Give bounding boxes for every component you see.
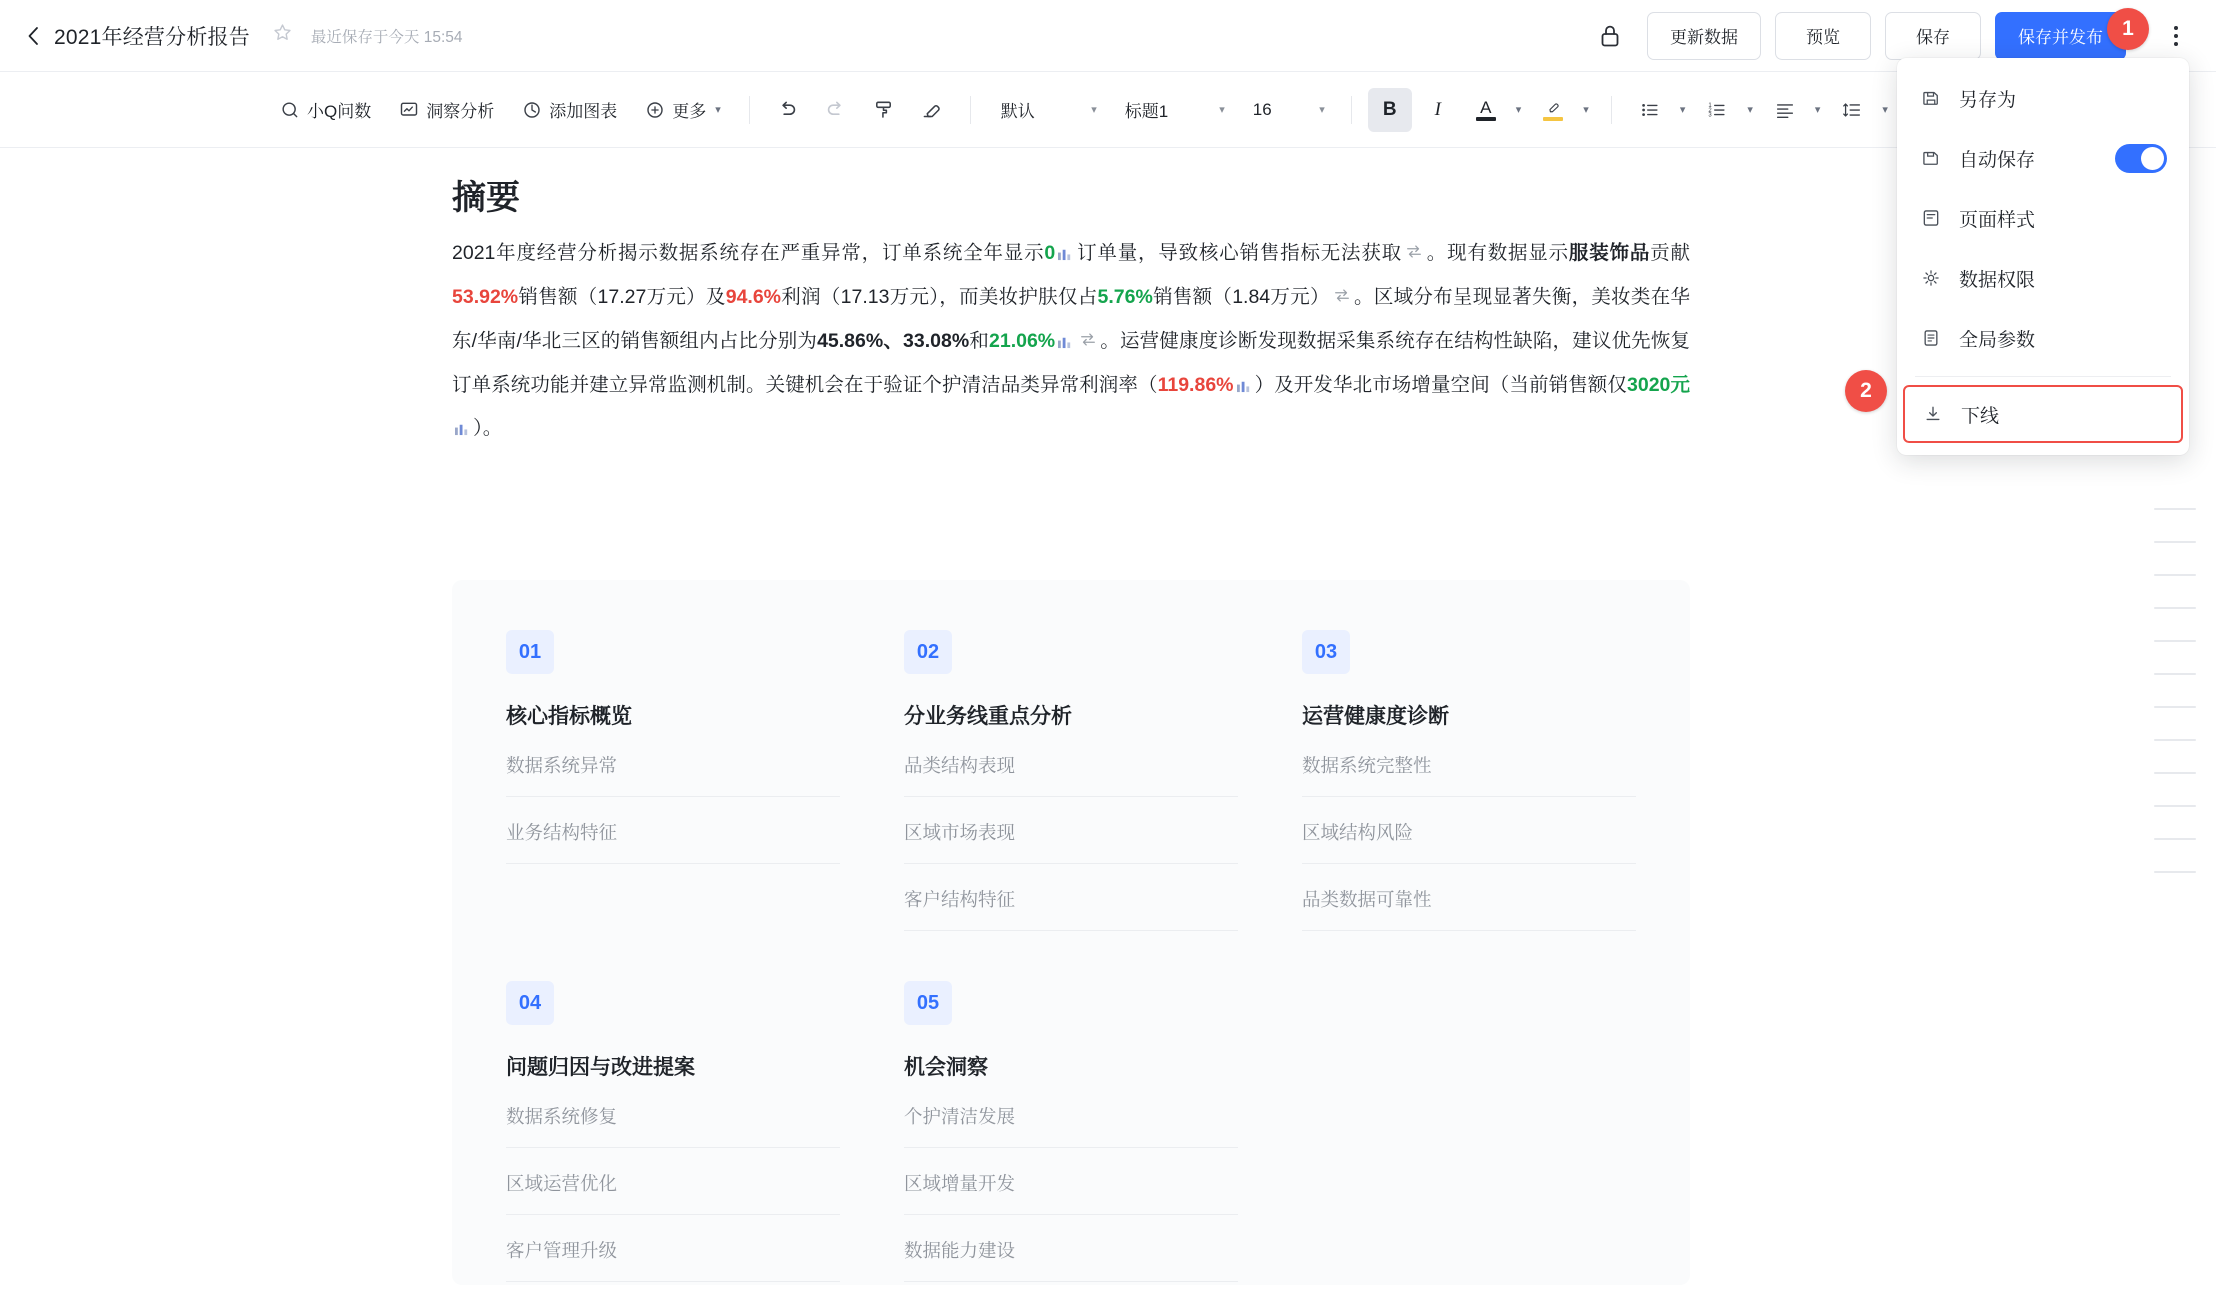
tool-q-ask-label: 小Q问数 xyxy=(307,102,372,121)
outline-card-title: 机会洞察 xyxy=(904,1056,988,1079)
step-marker-1: 1 xyxy=(2107,8,2149,50)
tool-insight[interactable] xyxy=(387,87,506,133)
summary-text-run: 119.86% xyxy=(1157,374,1234,396)
align-icon[interactable] xyxy=(1763,88,1807,132)
outline-card-grid xyxy=(474,602,1668,1304)
highlight-group[interactable] xyxy=(1531,88,1595,132)
page-style-icon xyxy=(1919,208,1943,228)
summary-text-run: 和 xyxy=(969,330,989,352)
summary-text-run: 0 xyxy=(1044,242,1056,264)
menu-item-global-params-label: 全局参数 xyxy=(1959,329,2036,351)
outline-card-item[interactable]: 客户结构特征 xyxy=(904,864,1238,931)
outline-card-number: 03 xyxy=(1302,630,1350,674)
menu-item-auto-save-label: 自动保存 xyxy=(1959,149,2036,171)
kebab-menu-icon[interactable] xyxy=(2156,14,2196,58)
summary-text-run: 53.92% xyxy=(452,286,519,308)
chevron-down-icon: ▾ xyxy=(1219,104,1225,116)
outline-card-number: 02 xyxy=(904,630,952,674)
summary-text-run: ）。 xyxy=(473,417,503,439)
outline-card-item[interactable]: 品类结构表现 xyxy=(904,730,1238,797)
inline-mini-chart-icon[interactable] xyxy=(1057,234,1074,249)
tool-more[interactable] xyxy=(633,87,733,133)
menu-item-page-style-label: 页面样式 xyxy=(1959,209,2036,231)
tool-add-chart[interactable] xyxy=(510,87,629,133)
tool-insight-label: 洞察分析 xyxy=(426,102,495,121)
outline-card-item[interactable]: 业务结构特征 xyxy=(506,797,840,864)
outline-card-item[interactable]: 个护清洁发展 xyxy=(904,1081,1238,1148)
document-minimap[interactable] xyxy=(2154,508,2196,904)
save-and-publish-button[interactable]: 保存并发布 xyxy=(1995,12,2126,60)
outline-card-item[interactable]: 数据系统修复 xyxy=(506,1081,840,1148)
line-height-icon[interactable] xyxy=(1830,88,1874,132)
outline-card-item[interactable]: 区域市场表现 xyxy=(904,797,1238,864)
tool-q-ask[interactable] xyxy=(268,87,383,133)
global-param-icon xyxy=(1919,328,1943,348)
preview-button[interactable]: 预览 xyxy=(1775,12,1871,60)
undo-icon[interactable] xyxy=(766,88,810,132)
font-size-select[interactable] xyxy=(1239,88,1335,132)
outline-card[interactable] xyxy=(474,602,872,953)
inline-swap-icon[interactable] xyxy=(1333,290,1351,307)
heading-select-value: 标题1 xyxy=(1124,102,1169,121)
star-icon[interactable] xyxy=(272,22,293,49)
chart-add-icon xyxy=(522,100,542,120)
summary-text-run: 订单量，导致核心销售指标无法获取 xyxy=(1076,242,1402,264)
outline-card-title: 问题归因与改进提案 xyxy=(506,1056,695,1079)
outline-card-number: 01 xyxy=(506,630,554,674)
chevron-down-icon: ▾ xyxy=(715,104,721,116)
summary-text-run: 销售额（1.84万元） xyxy=(1152,286,1330,308)
svg-text:3: 3 xyxy=(1708,112,1713,119)
menu-item-data-permission-label: 数据权限 xyxy=(1959,269,2036,291)
outline-card-item[interactable]: 区域结构风险 xyxy=(1302,797,1636,864)
offline-icon xyxy=(1921,404,1945,424)
summary-text-run: 21.06% xyxy=(989,330,1056,352)
outline-card-item[interactable]: 数据系统完整性 xyxy=(1302,730,1636,797)
menu-item-save-as[interactable] xyxy=(1897,68,2189,128)
plus-circle-icon xyxy=(645,100,665,120)
numbered-list-group[interactable] xyxy=(1695,88,1759,132)
heading-select[interactable] xyxy=(1111,88,1235,132)
inline-mini-chart-icon[interactable] xyxy=(1236,366,1253,381)
chevron-down-icon[interactable]: ▾ xyxy=(1515,104,1522,116)
save-as-icon xyxy=(1919,88,1943,108)
toolbar-divider-3 xyxy=(1351,96,1352,124)
outline-card-title: 运营健康度诊断 xyxy=(1302,705,1449,728)
paragraph-style-value: 默认 xyxy=(1000,102,1035,121)
clear-format-icon[interactable] xyxy=(910,88,954,132)
toolbar-divider xyxy=(749,96,750,124)
document-canvas[interactable] xyxy=(0,148,2216,1261)
chevron-down-icon: ▾ xyxy=(1319,104,1325,116)
svg-text:1: 1 xyxy=(1708,102,1713,109)
auto-save-toggle[interactable] xyxy=(2115,144,2167,173)
menu-item-auto-save[interactable] xyxy=(1897,128,2189,188)
summary-text-run: 3020元 xyxy=(1627,374,1690,396)
chevron-down-icon[interactable]: ▾ xyxy=(1814,104,1821,116)
outline-card[interactable] xyxy=(1270,602,1668,953)
summary-text-run: 。运营健康度诊断发现数据采集系统存在结构性缺陷，建议优先恢复订单系统功能并建立异常监测机制。关键机会在于验证个护清洁品类异常利润率（ xyxy=(452,330,1690,396)
toolbar-divider-2 xyxy=(970,96,971,124)
step-marker-2: 2 xyxy=(1845,370,1887,412)
toolbar-divider-4 xyxy=(1611,96,1612,124)
outline-card[interactable] xyxy=(872,602,1270,953)
redo-icon[interactable] xyxy=(814,88,858,132)
summary-text-run: 服装饰品 xyxy=(1568,242,1651,264)
data-permission-icon xyxy=(1919,268,1943,288)
outline-card-title: 分业务线重点分析 xyxy=(904,705,1072,728)
auto-save-icon xyxy=(1919,148,1943,168)
summary-paragraph xyxy=(452,232,1690,450)
summary-text-run: 销售额（17.27万元）及 xyxy=(518,286,726,308)
numbered-list-icon[interactable] xyxy=(1695,88,1739,132)
menu-divider xyxy=(1915,376,2171,377)
menu-item-save-as-label: 另存为 xyxy=(1959,89,2017,111)
format-painter-icon[interactable] xyxy=(862,88,906,132)
outline-panel xyxy=(452,580,1690,1285)
outline-card-item[interactable]: 数据系统异常 xyxy=(506,730,840,797)
outline-card-item[interactable]: 客户管理升级 xyxy=(506,1215,840,1282)
editor-toolbar xyxy=(0,72,2216,148)
summary-text-run: 贡献 xyxy=(1650,242,1690,264)
menu-item-offline-label: 下线 xyxy=(1961,405,2000,427)
summary-text-run: 94.6% xyxy=(725,286,782,308)
inline-mini-chart-icon[interactable] xyxy=(1057,322,1074,337)
summary-text-run: 2021年度经营分析揭示数据系统存在严重异常，订单系统全年显示 xyxy=(452,242,1045,264)
summary-text-run: 利润（17.13万元），而美妆护肤仅占 xyxy=(781,286,1098,308)
outline-card-item[interactable]: 品类数据可靠性 xyxy=(1302,864,1636,931)
outline-card-title: 核心指标概览 xyxy=(506,705,632,728)
save-status: 最近保存于今天 15:54 xyxy=(310,28,463,46)
outline-card[interactable] xyxy=(474,953,872,1304)
line-height-group[interactable] xyxy=(1830,88,1894,132)
menu-item-global-params[interactable] xyxy=(1897,308,2189,368)
page-title: 2021年经营分析报告 xyxy=(54,25,250,49)
save-button[interactable]: 保存 xyxy=(1885,12,1981,60)
lock-icon[interactable] xyxy=(1593,19,1627,53)
chevron-down-icon[interactable]: ▾ xyxy=(1747,104,1753,116)
bold-button[interactable]: B xyxy=(1368,88,1412,132)
tool-add-chart-label: 添加图表 xyxy=(549,102,618,121)
chevron-down-icon[interactable]: ▾ xyxy=(1882,104,1888,116)
summary-heading: 摘要 xyxy=(452,179,520,217)
summary-text-run: 5.76% xyxy=(1097,286,1153,308)
font-color-group[interactable] xyxy=(1464,88,1528,132)
inline-swap-icon[interactable] xyxy=(1405,246,1423,263)
top-bar xyxy=(0,0,2216,72)
tool-more-label: 更多 xyxy=(672,102,707,121)
outline-card-item[interactable]: 数据能力建设 xyxy=(904,1215,1238,1282)
italic-button[interactable]: I xyxy=(1434,98,1441,120)
chevron-down-icon: ▾ xyxy=(1091,104,1097,116)
insight-icon xyxy=(399,100,419,120)
svg-text:2: 2 xyxy=(1708,107,1713,114)
qa-icon xyxy=(280,100,300,120)
highlight-icon[interactable] xyxy=(1531,88,1575,132)
align-group[interactable] xyxy=(1763,88,1827,132)
menu-item-data-permission[interactable] xyxy=(1897,248,2189,308)
outline-card-item[interactable]: 区域运营优化 xyxy=(506,1148,840,1215)
more-options-menu xyxy=(1897,58,2189,455)
font-color-icon[interactable]: A xyxy=(1464,88,1508,132)
bullet-list-group[interactable] xyxy=(1628,88,1692,132)
menu-item-page-style[interactable] xyxy=(1897,188,2189,248)
inline-mini-chart-icon[interactable] xyxy=(454,409,471,424)
bullet-list-icon[interactable] xyxy=(1628,88,1672,132)
outline-card-number: 04 xyxy=(506,981,554,1025)
inline-swap-icon[interactable] xyxy=(1079,334,1097,351)
summary-text-run: 。现有数据显示 xyxy=(1425,242,1569,264)
summary-text-run: 。区域分布呈现显著失衡，美妆类在华东/华南/华北三区的销售额组内占比分别为 xyxy=(452,286,1690,352)
outline-card-item[interactable]: 区域增量开发 xyxy=(904,1148,1238,1215)
chevron-down-icon[interactable]: ▾ xyxy=(1679,104,1686,116)
outline-card[interactable] xyxy=(872,953,1270,1304)
update-data-button[interactable]: 更新数据 xyxy=(1647,12,1761,60)
chevron-down-icon[interactable]: ▾ xyxy=(1583,104,1589,116)
menu-item-offline[interactable] xyxy=(1903,385,2183,443)
font-size-value: 16 xyxy=(1252,99,1272,119)
summary-text-run: 45.86%、33.08% xyxy=(817,330,970,352)
outline-card-number: 05 xyxy=(904,981,952,1025)
back-icon[interactable] xyxy=(22,25,44,47)
summary-text-run: ）及开发华北市场增量空间（当前销售额仅 xyxy=(1254,374,1627,396)
paragraph-style-select[interactable] xyxy=(987,88,1107,132)
